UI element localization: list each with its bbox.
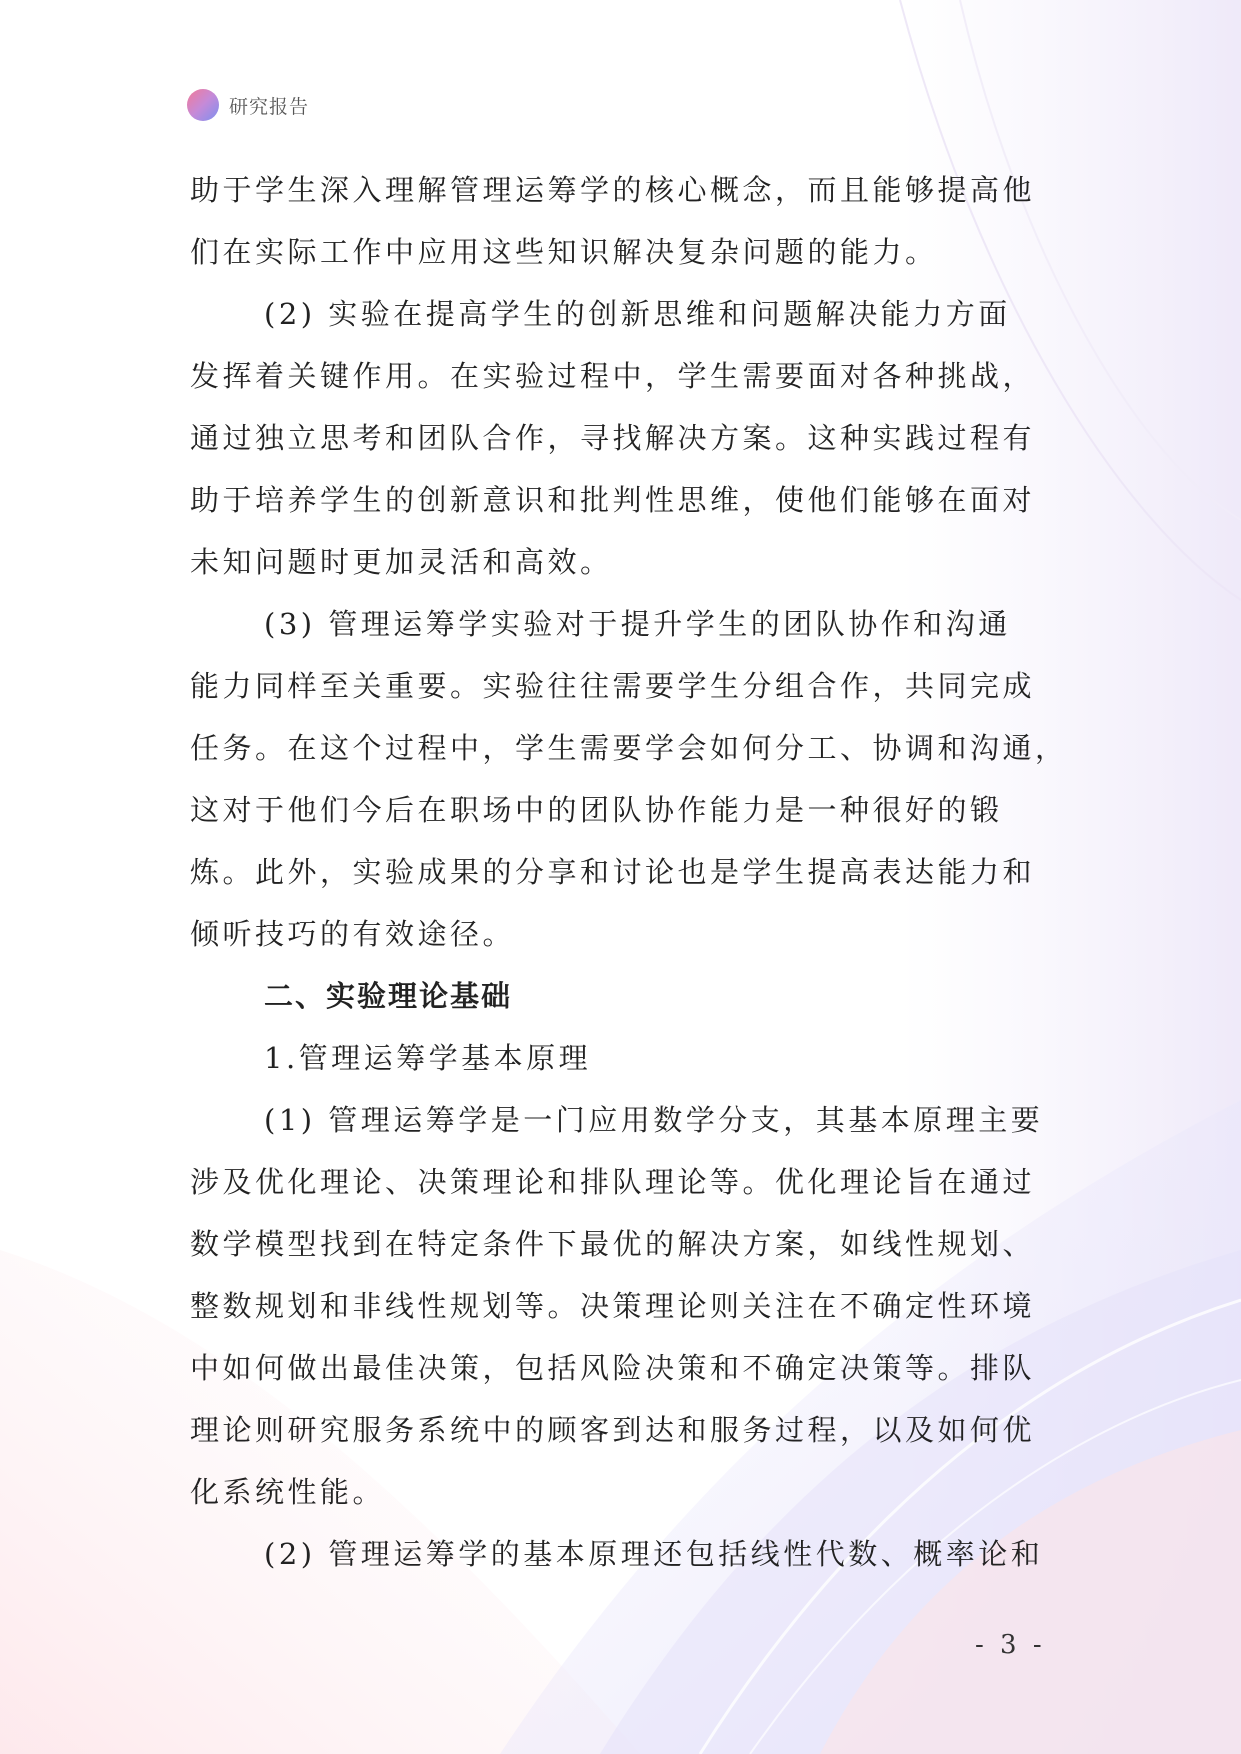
logo-circle-icon (187, 89, 219, 121)
text-line: 中如何做出最佳决策，包括风险决策和不确定决策等。排队 (190, 1351, 1036, 1385)
text-line: 未知问题时更加灵活和高效。 (190, 545, 613, 579)
text-line: 数学模型找到在特定条件下最优的解决方案，如线性规划、 (190, 1227, 1036, 1261)
subsection-heading: 1.管理运筹学基本原理 (264, 1041, 592, 1075)
page-header (187, 88, 309, 122)
text-line: 们在实际工作中应用这些知识解决复杂问题的能力。 (190, 235, 938, 269)
text-line: 助于学生深入理解管理运筹学的核心概念，而且能够提高他 (190, 173, 1036, 207)
text-line: 能力同样至关重要。实验往往需要学生分组合作，共同完成 (190, 669, 1036, 703)
text-line: 整数规划和非线性规划等。决策理论则关注在不确定性环境 (190, 1289, 1036, 1323)
document-body (190, 159, 1068, 1585)
text-line: 涉及优化理论、决策理论和排队理论等。优化理论旨在通过 (190, 1165, 1036, 1199)
text-line: 任务。在这个过程中，学生需要学会如何分工、协调和沟通， (190, 731, 1068, 765)
text-line: (2) 管理运筹学的基本原理还包括线性代数、概率论和 (264, 1537, 1044, 1571)
text-line: (2) 实验在提高学生的创新思维和问题解决能力方面 (264, 297, 1011, 331)
section-heading: 二、实验理论基础 (264, 979, 513, 1013)
text-line: 化系统性能。 (190, 1475, 386, 1509)
text-line: 倾听技巧的有效途径。 (190, 917, 516, 951)
text-line: (3) 管理运筹学实验对于提升学生的团队协作和沟通 (264, 607, 1011, 641)
text-line: 助于培养学生的创新意识和批判性思维，使他们能够在面对 (190, 483, 1036, 517)
text-line: (1) 管理运筹学是一门应用数学分支，其基本原理主要 (264, 1103, 1044, 1137)
page-number: - 3 - (975, 1630, 1046, 1660)
text-line: 通过独立思考和团队合作，寻找解决方案。这种实践过程有 (190, 421, 1036, 455)
header-title: 研究报告 (229, 95, 310, 118)
text-line: 理论则研究服务系统中的顾客到达和服务过程，以及如何优 (190, 1413, 1036, 1447)
text-line: 发挥着关键作用。在实验过程中，学生需要面对各种挑战， (190, 359, 1036, 393)
text-line: 这对于他们今后在职场中的团队协作能力是一种很好的锻 (190, 793, 1003, 827)
text-line: 炼。此外，实验成果的分享和讨论也是学生提高表达能力和 (190, 855, 1036, 889)
